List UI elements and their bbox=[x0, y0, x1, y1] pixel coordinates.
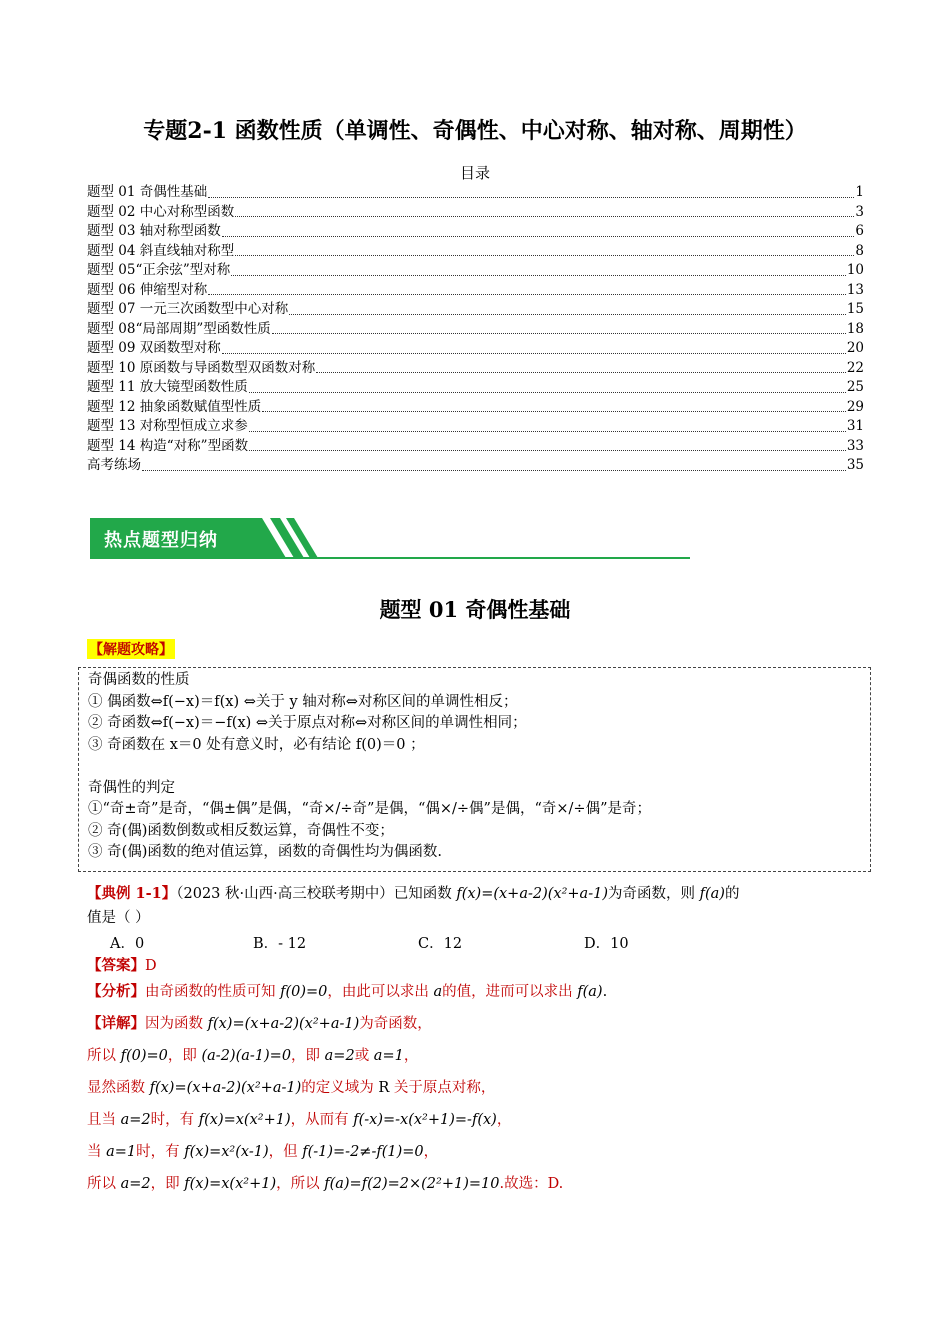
table-of-contents bbox=[87, 183, 864, 476]
example-text: 值是（ ） bbox=[87, 910, 150, 926]
tip-line: ①“奇±奇”是奇，“偶±偶”是偶，“奇×/÷奇”是偶，“偶×/÷偶”是偶，“奇×/÷偶”是奇； bbox=[88, 801, 651, 817]
toc-item[interactable]: 题型 02 中心对称型函数 3 bbox=[87, 203, 864, 220]
option-d[interactable]: D．10 bbox=[584, 936, 629, 952]
toc-item[interactable]: 题型 10 原函数与导函数型双函数对称 22 bbox=[87, 359, 864, 376]
tip-line bbox=[88, 756, 651, 778]
page-title: 专题2-1 函数性质（单调性、奇偶性、中心对称、轴对称、周期性） bbox=[143, 118, 807, 144]
formula: a=2 bbox=[120, 1176, 151, 1192]
example-question bbox=[87, 882, 867, 930]
formula: a=1 bbox=[106, 1144, 137, 1160]
toc-item[interactable]: 题型 07 一元三次函数型中心对称 15 bbox=[87, 301, 864, 317]
option-b[interactable]: B．- 12 bbox=[253, 936, 307, 952]
toc-item[interactable]: 题型 14 构造“对称”型函数 33 bbox=[87, 437, 864, 454]
toc-heading: 目录 bbox=[459, 164, 490, 182]
solution-line: 所以 a=2，即 f(x)=x(x²+1)，所以 f(a)=f(2)=2×(2²+1)=10.故选：D. bbox=[87, 1176, 564, 1192]
solution-line: 且当 a=2时，有 f(x)=x(x²+1)，从而有 f(-x)=-x(x²+1)=-f(x)， bbox=[87, 1112, 512, 1128]
toc-item[interactable]: 题型 09 双函数型对称 20 bbox=[87, 340, 864, 356]
solution-line: 当 a=1时，有 f(x)=x²(x-1)，但 f(-1)=-2≠-f(1)=0， bbox=[87, 1144, 439, 1160]
formula: f(0)=0 bbox=[120, 1048, 168, 1064]
tip-line: ③ 奇(偶)函数的绝对值运算，函数的奇偶性均为偶函数. bbox=[88, 844, 443, 860]
formula: f(a) bbox=[577, 984, 603, 1000]
toc-item[interactable]: 题型 08“局部周期”型函数性质 18 bbox=[87, 320, 864, 337]
solution-line: 所以 f(0)=0，即 (a-2)(a-1)=0，即 a=2或 a=1， bbox=[87, 1048, 419, 1064]
toc-item[interactable]: 题型 12 抽象函数赋值型性质 29 bbox=[87, 398, 864, 415]
formula: f(a)=f(2)=2×(2²+1)=10 bbox=[324, 1176, 500, 1192]
formula: f(x)=x²(x-1) bbox=[184, 1144, 269, 1160]
formula: f(x)=(x+a-2)(x²+a-1) bbox=[456, 886, 608, 902]
banner-underline bbox=[90, 557, 690, 559]
example-text: 的 bbox=[724, 886, 740, 902]
formula: f(a) bbox=[699, 886, 725, 902]
tip-line: ③ 奇函数在 x＝0 处有意义时，必有结论 f(0)＝0 ； bbox=[88, 736, 425, 753]
tip-line: 奇偶性的判定 bbox=[88, 779, 175, 796]
analysis-line: 【分析】由奇函数的性质可知 f(0)=0，由此可以求出 a的值，进而可以求出 f(a). bbox=[87, 983, 608, 1000]
detail-line: 【详解】因为函数 f(x)=(x+a-2)(x²+a-1)为奇函数， bbox=[87, 1015, 432, 1032]
toc-item[interactable]: 题型 05“正余弦”型对称 10 bbox=[87, 262, 864, 278]
formula: f(0)=0 bbox=[280, 984, 328, 1000]
formula: a=1 bbox=[373, 1048, 404, 1064]
formula: a=2 bbox=[324, 1048, 355, 1064]
section-title: 题型 01 奇偶性基础 bbox=[379, 597, 571, 622]
example-tag: 【典例 1-1】 bbox=[87, 885, 177, 902]
tip-line: ① 偶函数⇔f(−x)＝f(x) ⇔关于 y 轴对称⇔对称区间的单调性相反； bbox=[88, 693, 518, 710]
formula: f(-x)=-x(x²+1)=-f(x) bbox=[353, 1112, 497, 1128]
tip-line: ② 奇函数⇔f(−x)＝−f(x) ⇔关于原点对称⇔对称区间的单调性相同； bbox=[88, 715, 527, 731]
formula: f(x)=x(x²+1) bbox=[184, 1176, 277, 1192]
option-a[interactable]: A．0 bbox=[110, 936, 145, 952]
tip-text bbox=[88, 670, 651, 864]
option-c[interactable]: C．12 bbox=[418, 936, 463, 952]
toc-item[interactable]: 题型 13 对称型恒成立求参 31 bbox=[87, 418, 864, 434]
banner-label: 热点题型归纳 bbox=[104, 530, 218, 551]
formula: (a-2)(a-1)=0 bbox=[201, 1048, 292, 1064]
formula: a=2 bbox=[120, 1112, 151, 1128]
formula: f(x)=(x+a-2)(x²+a-1) bbox=[207, 1016, 360, 1032]
formula: a bbox=[433, 984, 443, 1000]
toc-item[interactable]: 题型 01 奇偶性基础 1 bbox=[87, 184, 864, 200]
tip-line: 奇偶函数的性质 bbox=[88, 672, 190, 688]
toc-item[interactable]: 题型 11 放大镜型函数性质 25 bbox=[87, 379, 864, 395]
formula: R bbox=[378, 1080, 390, 1096]
toc-item[interactable]: 题型 06 伸缩型对称 13 bbox=[87, 281, 864, 298]
example-source: （2023 秋·山西·高三校联考期中）已知函数 bbox=[176, 886, 452, 902]
formula: f(-1)=-2≠-f(1)=0 bbox=[302, 1144, 424, 1160]
tip-line: ② 奇(偶)函数倒数或相反数运算，奇偶性不变； bbox=[88, 822, 394, 839]
solution-line: 显然函数 f(x)=(x+a-2)(x²+a-1)的定义域为 R 关于原点对称， bbox=[87, 1080, 496, 1096]
answer-value: D bbox=[145, 958, 157, 974]
toc-item[interactable]: 高考练场 35 bbox=[87, 457, 864, 473]
toc-item[interactable]: 题型 04 斜直线轴对称型 8 bbox=[87, 242, 864, 259]
toc-item[interactable]: 题型 03 轴对称型函数 6 bbox=[87, 223, 864, 239]
answer-line: 【答案】D bbox=[87, 957, 157, 974]
formula: f(x)=(x+a-2)(x²+a-1) bbox=[149, 1080, 302, 1096]
example-text: 为奇函数，则 bbox=[608, 886, 695, 902]
tip-label: 【解题攻略】 bbox=[87, 639, 175, 659]
formula: f(x)=x(x²+1) bbox=[198, 1112, 291, 1128]
